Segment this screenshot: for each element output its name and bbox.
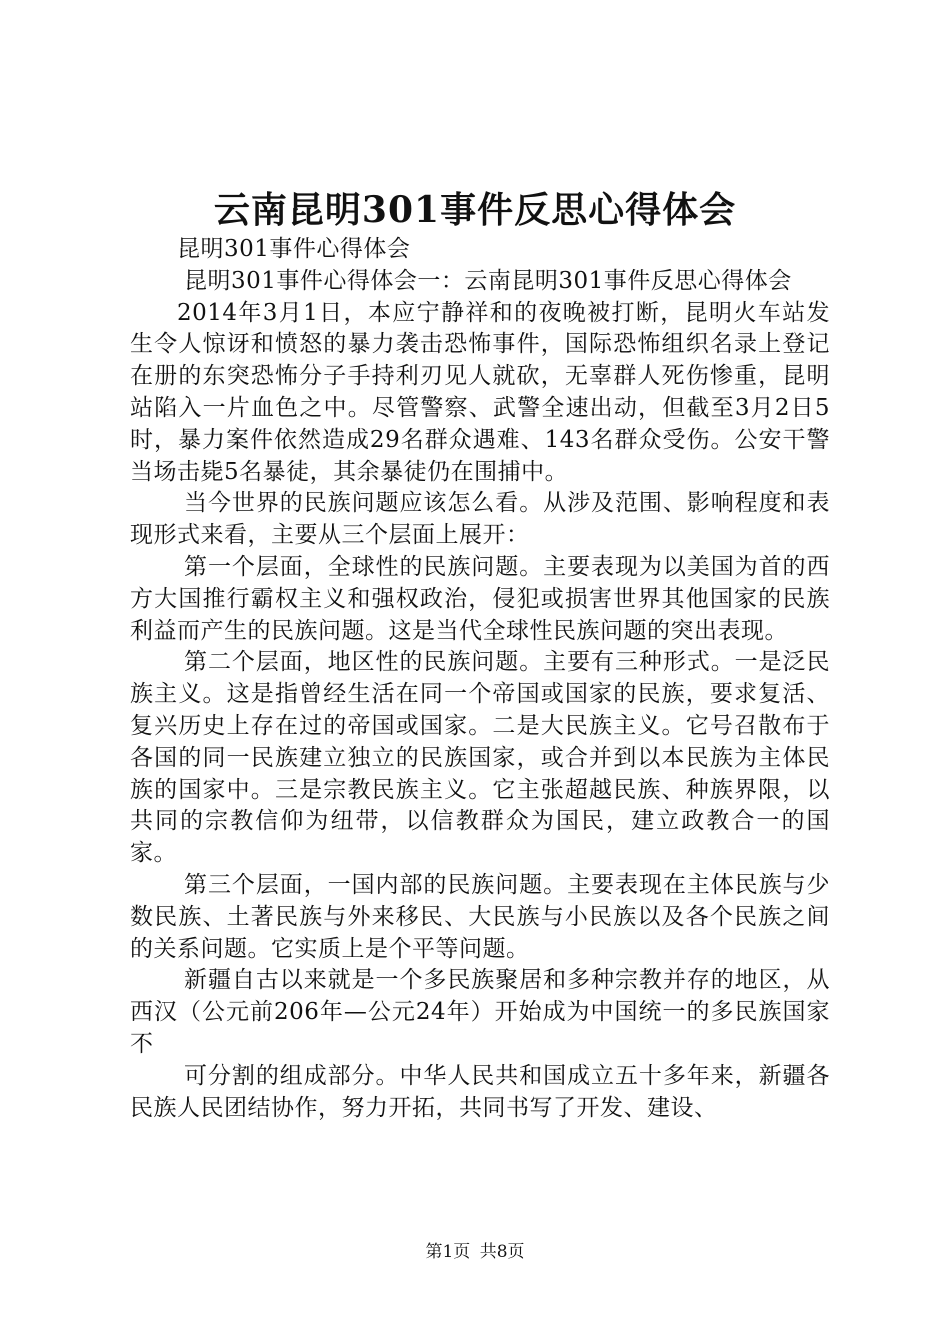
paragraph: 新疆自古以来就是一个多民族聚居和多种宗教并存的地区，从西汉（公元前206年—公元24年）开始成为中国统一的多民族国家不 (130, 967, 830, 1057)
document-body (130, 234, 830, 1124)
page-number: 第1页 (425, 1242, 471, 1262)
paragraph: 可分割的组成部分。中华人民共和国成立五十多年来，新疆各民族人民团结协作，努力开拓，共同书写了开发、建设、 (130, 1062, 830, 1121)
page-footer (0, 1240, 950, 1264)
paragraph: 第二个层面，地区性的民族问题。主要有三种形式。一是泛民族主义。这是指曾经生活在同一个帝国或国家的民族，要求复活、复兴历史上存在过的帝国或国家。二是大民族主义。它号召散布于各国的同一民族建立独立的民族国家，或合并到以本民族为主体民族的国家中。三是宗教民族主义。它主张超越民族、种族界限，以共同的宗教信仰为纽带，以信教群众为国民，建立政教合一的国家。 (130, 649, 830, 867)
paragraph: 第一个层面，全球性的民族问题。主要表现为以美国为首的西方大国推行霸权主义和强权政治，侵犯或损害世界其他国家的民族利益而产生的民族问题。这是当代全球性民族问题的突出表现。 (130, 553, 830, 644)
document-title: 云南昆明301事件反思心得体会 (213, 189, 737, 231)
paragraph-heading: 昆明301事件心得体会一：云南昆明301事件反思心得体会 (184, 267, 792, 294)
page-total: 共8页 (479, 1242, 525, 1262)
paragraph: 第三个层面，一国内部的民族问题。主要表现在主体民族与少数民族、土著民族与外来移民、大民族与小民族以及各个民族之间的关系问题。它实质上是个平等问题。 (130, 871, 830, 962)
paragraph: 2014年3月1日，本应宁静祥和的夜晚被打断，昆明火车站发生令人惊讶和愤怒的暴力袭击恐怖事件，国际恐怖组织名录上登记在册的东突恐怖分子手持利刃见人就砍，无辜群人死伤惨重，昆明站陷入一片血色之中。尽管警察、武警全速出动，但截至3月2日5时，暴力案件依然造成29名群众遇难、143名群众受伤。公安干警当场击毙5名暴徒，其余暴徒仍在围捕中。 (130, 299, 830, 485)
paragraph-subtitle: 昆明301事件心得体会 (177, 236, 411, 262)
paragraph: 当今世界的民族问题应该怎么看。从涉及范围、影响程度和表现形式来看，主要从三个层面上展开： (130, 490, 830, 549)
